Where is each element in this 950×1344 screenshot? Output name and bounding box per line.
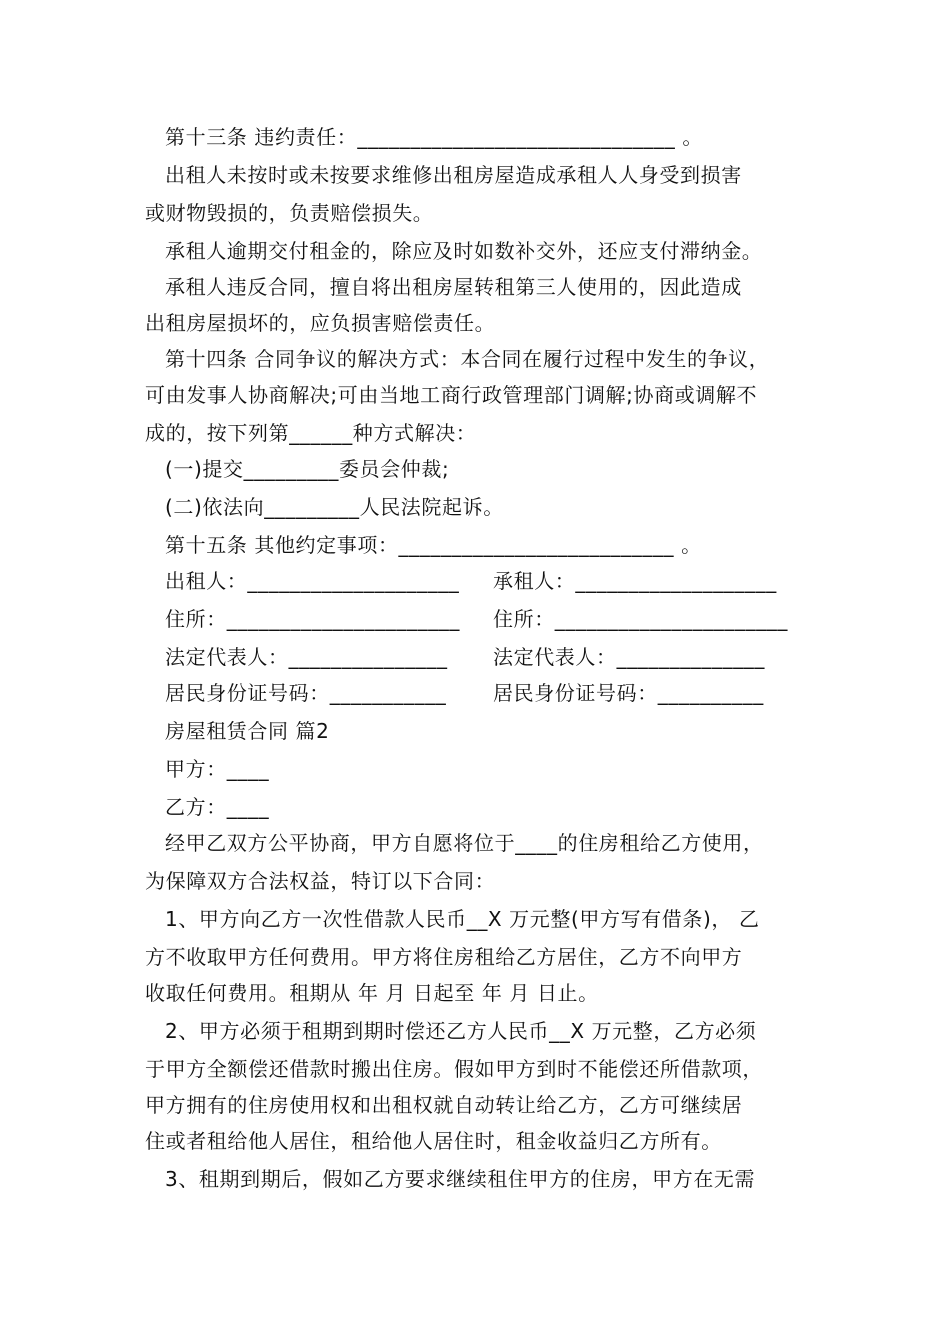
- paragraph-line: 为保障双方合法权益，特订以下合同：: [145, 869, 496, 893]
- option-line: (一)提交_________委员会仲裁;: [165, 457, 450, 481]
- party-b-field: 乙方：____: [165, 795, 270, 819]
- article-15-heading: 第十五条 其他约定事项：__________________________ 。: [165, 533, 702, 557]
- clause-2-line: 住或者租给他人居住，租给他人居住时，租金收益归乙方所有。: [145, 1129, 722, 1153]
- lessee-id-field: 居民身份证号码：__________: [493, 681, 764, 705]
- lessee-field: 承租人：___________________: [493, 569, 777, 593]
- option-line: (二)依法向_________人民法院起诉。: [165, 495, 504, 519]
- clause-1-line: 方不收取甲方任何费用。甲方将住房租给乙方居住，乙方不向甲方: [145, 945, 743, 969]
- lessor-id-field: 居民身份证号码：___________: [165, 681, 447, 705]
- article-13-heading: 第十三条 违约责任：______________________________ 。: [165, 125, 703, 149]
- clause-2-line: 于甲方全额偿还借款时搬出住房。假如甲方到时不能偿还所借款项，: [145, 1057, 763, 1081]
- article-14-heading: 第十四条 合同争议的解决方式：本合同在履行过程中发生的争议，: [165, 347, 770, 371]
- paragraph-line: 或财物毁损的，负责赔偿损失。: [145, 201, 434, 225]
- paragraph-line: 成的，按下列第______种方式解决：: [145, 421, 477, 445]
- lessor-field: 出租人：____________________: [165, 569, 460, 593]
- lessor-address-field: 住所：______________________: [165, 607, 460, 631]
- paragraph-line: 承租人逾期交付租金的，除应及时如数补交外，还应支付滞纳金。: [165, 239, 763, 263]
- paragraph-line: 承租人违反合同，擅自将出租房屋转租第三人使用的，因此造成: [165, 275, 742, 299]
- section-title: 房屋租赁合同 篇2: [165, 719, 330, 743]
- party-a-field: 甲方：____: [165, 757, 270, 781]
- paragraph-line: 出租房屋损坏的，应负损害赔偿责任。: [145, 311, 496, 335]
- clause-2-line: 甲方拥有的住房使用权和出租权就自动转让给乙方，乙方可继续居: [145, 1093, 743, 1117]
- clause-2-line: 2、甲方必须于租期到期时偿还乙方人民币__X 万元整，乙方必须: [165, 1019, 757, 1043]
- paragraph-line: 经甲乙双方公平协商，甲方自愿将位于____的住房租给乙方使用，: [165, 831, 764, 855]
- lessor-representative-field: 法定代表人：_______________: [165, 645, 448, 669]
- clause-1-line: 收取任何费用。租期从 年 月 日起至 年 月 日止。: [145, 981, 599, 1005]
- lessee-representative-field: 法定代表人：______________: [493, 645, 765, 669]
- paragraph-line: 可由发事人协商解决;可由当地工商行政管理部门调解;协商或调解不: [145, 383, 758, 407]
- paragraph-line: 出租人未按时或未按要求维修出租房屋造成承租人人身受到损害: [165, 163, 742, 187]
- clause-1-line: 1、甲方向乙方一次性借款人民币__X 万元整(甲方写有借条)， 乙: [165, 907, 760, 931]
- lessee-address-field: 住所：______________________: [493, 607, 788, 631]
- clause-3-line: 3、租期到期后，假如乙方要求继续租住甲方的住房，甲方在无需: [165, 1167, 756, 1191]
